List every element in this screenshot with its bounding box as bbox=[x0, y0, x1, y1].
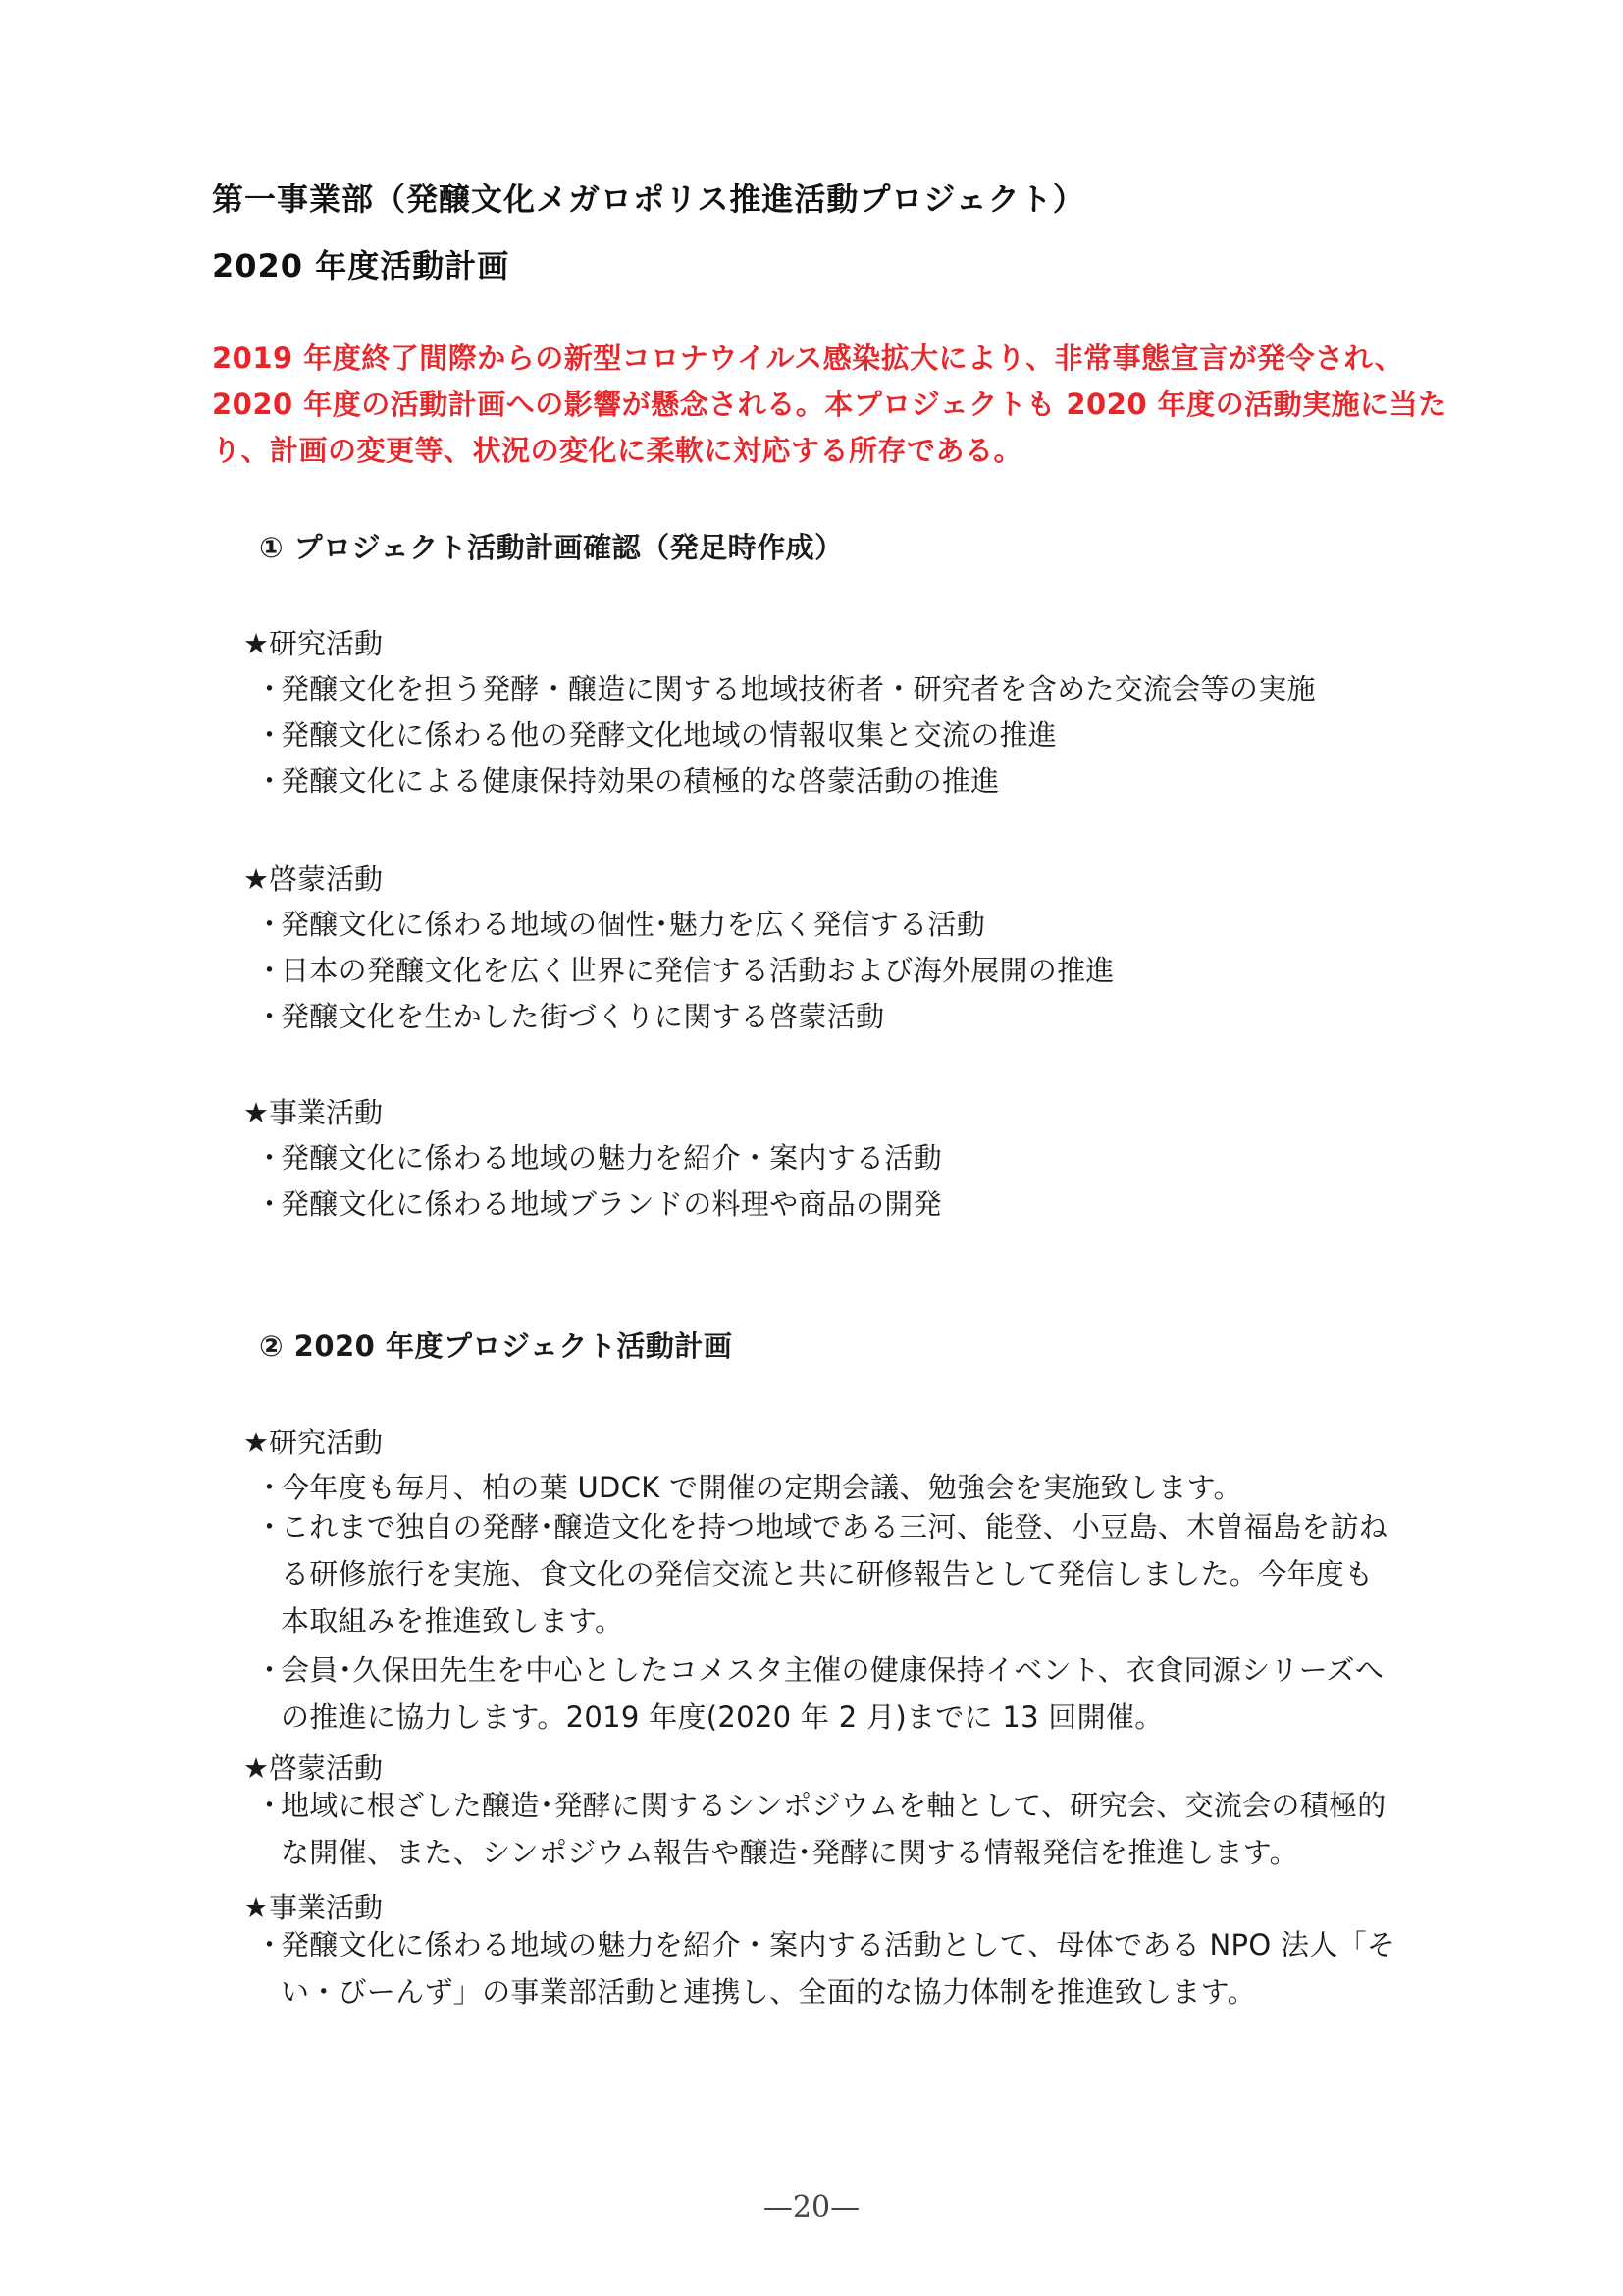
bullet: ・ bbox=[255, 1471, 285, 1504]
section2-business-label: ★事業活動 bbox=[243, 1891, 383, 1924]
item-text-continued: の推進に協力します。2019 年度(2020 年 2 月)までに 13 回開催。 bbox=[281, 1700, 1164, 1734]
section1-enlightenment-item bbox=[255, 903, 985, 943]
section1-enlightenment-item bbox=[255, 949, 1115, 989]
item-text: 発醸文化に係わる地域の魅力を紹介・案内する活動として、母体である NPO 法人「そ bbox=[281, 1928, 1396, 1961]
section1-research-label: ★研究活動 bbox=[243, 627, 383, 660]
section2-enlightenment-item bbox=[255, 1782, 1387, 1876]
document-subtitle: 2020 年度活動計画 bbox=[212, 247, 510, 285]
section2-research-item bbox=[255, 1503, 1387, 1644]
bullet: ・ bbox=[255, 1187, 285, 1221]
item-text: 発醸文化による健康保持効果の積極的な啓蒙活動の推進 bbox=[281, 764, 1000, 798]
item-text: 発醸文化を生かした街づくりに関する啓蒙活動 bbox=[281, 1000, 885, 1033]
item-text: 地域に根ざした醸造･発酵に関するシンポジウムを軸として、研究会、交流会の積極的 bbox=[281, 1789, 1387, 1822]
item-text: 発醸文化に係わる地域ブランドの料理や商品の開発 bbox=[281, 1187, 942, 1221]
bullet: ・ bbox=[255, 954, 285, 987]
bullet: ・ bbox=[255, 1789, 285, 1822]
item-text: 会員･久保田先生を中心としたコメスタ主催の健康保持イベント、衣食同源シリーズへ bbox=[281, 1653, 1385, 1687]
item-text-continued: い・びーんず」の事業部活動と連携し、全面的な協力体制を推進致します。 bbox=[281, 1975, 1256, 2009]
section1-enlightenment-label: ★啓蒙活動 bbox=[243, 862, 383, 896]
bullet: ・ bbox=[255, 1141, 285, 1174]
bullet: ・ bbox=[255, 1928, 285, 1961]
bullet: ・ bbox=[255, 908, 285, 941]
item-text: 発醸文化に係わる他の発酵文化地域の情報収集と交流の推進 bbox=[281, 718, 1058, 752]
item-text: 日本の発醸文化を広く世界に発信する活動および海外展開の推進 bbox=[281, 954, 1115, 987]
item-text: 発醸文化に係わる地域の魅力を紹介・案内する活動 bbox=[281, 1141, 942, 1174]
section1-business-item bbox=[255, 1182, 942, 1223]
section1-enlightenment-item bbox=[255, 995, 884, 1035]
notice-paragraph bbox=[212, 336, 1488, 474]
notice-line: 2019 年度終了間際からの新型コロナウイルス感染拡大により、非常事態宣言が発令され、 bbox=[212, 341, 1404, 375]
item-text: 今年度も毎月、柏の葉 UDCK で開催の定期会議、勉強会を実施致します。 bbox=[281, 1471, 1242, 1504]
section1-heading: ① プロジェクト活動計画確認（発足時作成） bbox=[259, 531, 844, 564]
bullet: ・ bbox=[255, 1510, 285, 1543]
item-text: 発醸文化に係わる地域の個性･魅力を広く発信する活動 bbox=[281, 908, 986, 941]
bullet: ・ bbox=[255, 764, 285, 798]
item-text-continued: 本取組みを推進致します。 bbox=[281, 1604, 624, 1638]
item-text: これまで独自の発酵･醸造文化を持つ地域である三河、能登、小豆島、木曽福島を訪ね bbox=[281, 1510, 1388, 1543]
bullet: ・ bbox=[255, 1653, 285, 1687]
item-text-continued: な開催、また、シンポジウム報告や醸造･発酵に関する情報発信を推進します。 bbox=[281, 1836, 1298, 1869]
section2-business-item bbox=[255, 1921, 1395, 2015]
item-text: 発醸文化を担う発酵・醸造に関する地域技術者・研究者を含めた交流会等の実施 bbox=[281, 672, 1316, 705]
section2-research-label: ★研究活動 bbox=[243, 1426, 383, 1459]
page-number: —20— bbox=[762, 2190, 861, 2224]
section2-research-item bbox=[255, 1646, 1384, 1741]
bullet: ・ bbox=[255, 718, 285, 752]
section2-heading: ② 2020 年度プロジェクト活動計画 bbox=[259, 1330, 733, 1363]
bullet: ・ bbox=[255, 672, 285, 705]
notice-line: り、計画の変更等、状況の変化に柔軟に対応する所存である。 bbox=[212, 434, 1023, 467]
bullet: ・ bbox=[255, 1000, 285, 1033]
document-title: 第一事業部（発醸文化メガロポリス推進活動プロジェクト） bbox=[212, 181, 1085, 218]
notice-line: 2020 年度の活動計画への影響が懸念される。本プロジェクトも 2020 年度の活動実施に当た bbox=[212, 388, 1447, 421]
section2-enlightenment-label: ★啓蒙活動 bbox=[243, 1751, 383, 1785]
section1-research-item bbox=[255, 759, 1000, 800]
section1-business-label: ★事業活動 bbox=[243, 1096, 383, 1129]
section2-research-item bbox=[255, 1466, 1242, 1506]
section1-research-item bbox=[255, 713, 1057, 754]
item-text-continued: る研修旅行を実施、食文化の発信交流と共に研修報告として発信しました。今年度も bbox=[281, 1557, 1374, 1591]
section1-research-item bbox=[255, 667, 1316, 707]
section1-business-item bbox=[255, 1136, 942, 1176]
